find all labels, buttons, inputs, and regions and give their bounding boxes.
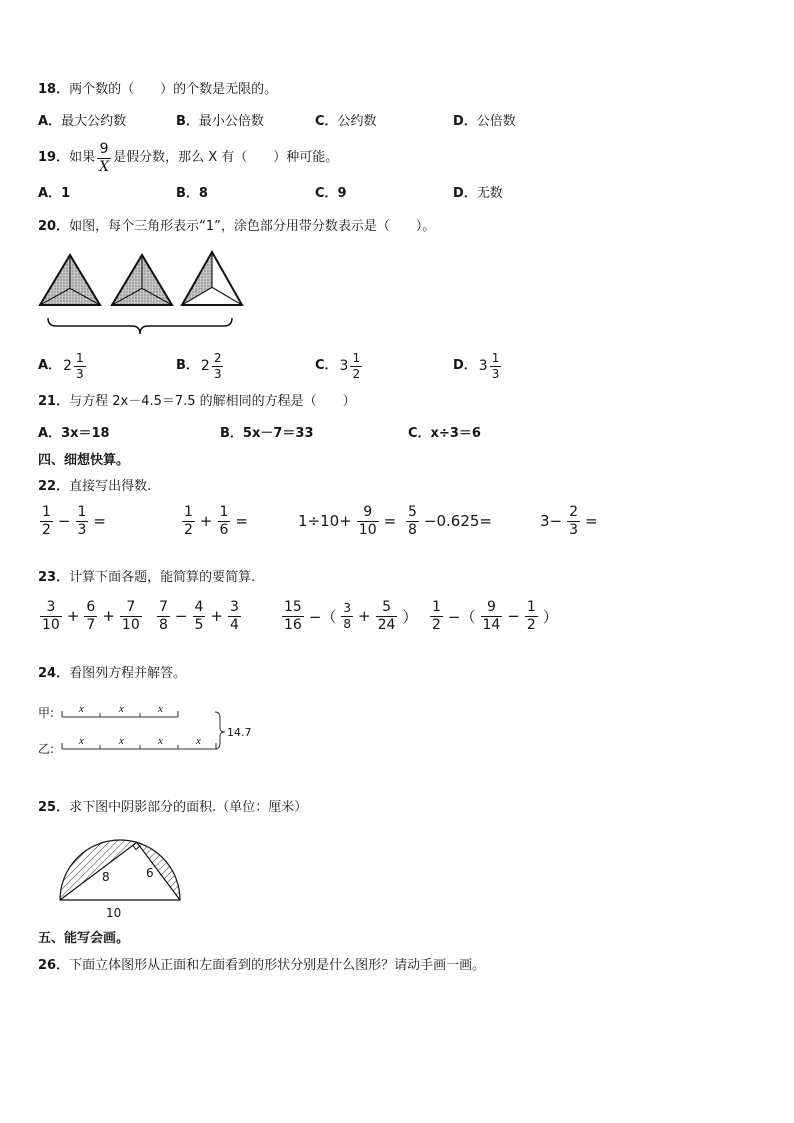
option-letter: B． [176, 114, 199, 129]
question-number: 26． [38, 958, 70, 973]
operator: + [358, 607, 371, 625]
fraction [193, 600, 206, 633]
operator: − [57, 512, 71, 530]
fraction [84, 600, 97, 633]
question-25 [38, 800, 307, 816]
unit-label: x [119, 735, 124, 747]
q23-expression-4 [428, 598, 561, 634]
denominator: 3 [77, 521, 87, 538]
operator: ） [402, 607, 418, 626]
numerator: 5 [408, 503, 417, 520]
denominator: 8 [343, 616, 352, 631]
q20-option-b [176, 349, 225, 383]
numerator: 1 [352, 350, 361, 365]
option-text: 最大公约数 [61, 114, 127, 129]
fraction [341, 602, 353, 631]
option-text: x÷3＝6 [430, 426, 481, 441]
triangle-2 [112, 255, 172, 305]
denominator: 4 [230, 616, 239, 633]
q19-option-d [453, 186, 503, 202]
denominator: 8 [408, 521, 417, 538]
whole-number: 2 [63, 358, 72, 374]
operator: −（ [447, 607, 476, 626]
numerator: 15 [284, 598, 302, 615]
denominator: 10 [42, 616, 60, 633]
operator: = [383, 512, 397, 530]
option-letter: D． [453, 358, 477, 373]
curly-brace [48, 318, 232, 334]
q18-option-b [176, 114, 264, 130]
option-letter: C． [315, 114, 338, 129]
option-letter: C． [315, 358, 338, 373]
operator: 3− [540, 512, 563, 530]
option-letter: C． [408, 426, 431, 441]
question-number: 25． [38, 800, 70, 815]
q20-option-c [315, 349, 364, 383]
q22-expression-3 [295, 503, 399, 539]
option-letter: D． [453, 186, 477, 201]
question-23 [38, 570, 255, 586]
denominator: 3 [491, 366, 500, 381]
numerator: 2 [569, 503, 579, 520]
unit-label: x [196, 735, 201, 747]
question-19 [38, 142, 338, 174]
option-letter: A． [38, 114, 62, 129]
numerator: 1 [526, 598, 536, 615]
total-label: 14.7 [227, 726, 252, 739]
numerator: 1 [75, 350, 84, 365]
diameter-label: 10 [106, 906, 122, 920]
numerator: 5 [382, 598, 391, 615]
q18-option-d [453, 114, 516, 130]
question-number: 22． [38, 479, 70, 494]
option-letter: A． [38, 426, 62, 441]
denominator: 2 [526, 616, 536, 633]
operator: = [235, 512, 248, 530]
unit-label: x [158, 703, 163, 715]
option-text: 1 [61, 186, 71, 201]
question-text: 求下图中阴影部分的面积.（单位：厘米） [69, 800, 308, 815]
q23-expression-3 [280, 598, 420, 634]
numerator: 3 [230, 598, 239, 615]
question-22 [38, 479, 151, 495]
denominator: 7 [86, 616, 96, 633]
q21-option-c [408, 426, 481, 442]
operator: + [102, 607, 115, 625]
question-number: 24． [38, 666, 70, 681]
question-number: 19． [38, 150, 70, 165]
whole-number: 3 [339, 358, 349, 374]
question-text-post: 是假分数，那么 X 有（ ）种可能。 [113, 150, 339, 165]
option-text: 无数 [476, 186, 503, 201]
option-text: 9 [337, 186, 347, 201]
numerator: 1 [491, 350, 500, 365]
q20-option-d [453, 349, 503, 383]
q19-option-a [38, 186, 70, 202]
fraction [282, 600, 304, 633]
section-heading-5: 五、能写会画。 [38, 931, 130, 946]
denominator: 2 [432, 616, 441, 633]
triangle-1 [40, 255, 100, 305]
label-yi: 乙: [38, 742, 55, 756]
option-text: 最小公倍数 [198, 114, 264, 129]
option-text: 5x－7＝33 [242, 426, 314, 441]
fraction [228, 600, 241, 633]
q22-expression-5 [537, 503, 601, 539]
fraction [40, 600, 62, 633]
operator: ） [542, 607, 558, 626]
fraction [567, 505, 580, 538]
whole-number: 3 [478, 358, 488, 374]
semicircle-figure [50, 830, 200, 922]
fraction [430, 600, 443, 633]
numerator: 7 [159, 598, 168, 615]
question-21 [38, 394, 356, 410]
question-number: 21． [38, 394, 70, 409]
fraction [525, 600, 538, 633]
question-number: 18． [38, 82, 70, 97]
denominator: 2 [352, 366, 361, 381]
question-number: 20． [38, 219, 70, 234]
operator: + [66, 607, 80, 625]
q21-option-a [38, 426, 110, 442]
side-label-6: 6 [146, 866, 154, 880]
fraction [74, 352, 86, 381]
unit-label: x [119, 703, 124, 715]
denominator: 8 [159, 616, 168, 633]
numerator: 9 [99, 140, 109, 157]
denominator: 14 [482, 616, 501, 633]
option-letter: B． [176, 358, 199, 373]
numerator: 1 [184, 503, 193, 520]
option-text: 公约数 [337, 114, 377, 129]
q21-option-b [220, 426, 314, 442]
fraction [40, 505, 53, 538]
side-label-8: 8 [102, 870, 110, 884]
q18-option-c [315, 114, 377, 130]
question-text: 直接写出得数. [69, 479, 152, 494]
question-text-pre: 如果 [69, 150, 96, 165]
operator: 1÷10+ [298, 512, 352, 530]
option-letter: B． [176, 186, 199, 201]
option-letter: A． [38, 186, 62, 201]
operator: + [199, 512, 213, 530]
option-letter: A． [38, 358, 62, 373]
question-text: 两个数的（ ）的个数是无限的。 [69, 82, 278, 97]
numerator: 9 [363, 503, 373, 520]
unit-label: x [79, 735, 84, 747]
denominator: 2 [184, 521, 193, 538]
section-heading-4: 四、细想快算。 [38, 453, 130, 468]
fraction [76, 505, 89, 538]
fraction [481, 600, 503, 633]
denominator: 3 [569, 521, 579, 538]
whole-number: 2 [200, 358, 210, 374]
q22-expression-2 [180, 503, 251, 539]
numerator: 1 [432, 598, 441, 615]
operator: + [210, 607, 223, 625]
fraction [490, 352, 502, 381]
fraction [350, 352, 362, 381]
option-text: 3x＝18 [61, 426, 110, 441]
denominator: 16 [284, 616, 302, 633]
denominator: X [99, 158, 110, 175]
option-letter: B． [220, 426, 243, 441]
option-text: 8 [198, 186, 208, 201]
numerator: 1 [77, 503, 87, 520]
fraction [182, 505, 195, 538]
numerator: 6 [86, 598, 96, 615]
fraction [406, 505, 419, 538]
numerator: 1 [219, 503, 229, 520]
denominator: 5 [194, 616, 204, 633]
unit-label: x [158, 735, 163, 747]
numerator: 7 [126, 598, 136, 615]
segment-diagram [30, 700, 270, 762]
triangles-figure [0, 240, 260, 340]
question-text: 下面立体图形从正面和左面看到的形状分别是什么图形？请动手画一画。 [69, 958, 486, 973]
q20-option-a [38, 349, 88, 383]
option-letter: D． [453, 114, 477, 129]
fraction [357, 505, 379, 538]
option-letter: C． [315, 186, 338, 201]
operator: −0.625= [423, 512, 493, 530]
label-jia: 甲: [38, 706, 55, 720]
fraction [120, 600, 142, 633]
question-20 [38, 219, 435, 235]
question-18 [38, 82, 277, 98]
operator: −（ [308, 607, 337, 626]
question-text: 与方程 2x－4.5＝7.5 的解相同的方程是（ ） [69, 394, 356, 409]
numerator: 3 [46, 598, 56, 615]
question-text: 计算下面各题，能简算的要简算. [69, 570, 256, 585]
denominator: 24 [377, 616, 396, 633]
question-24 [38, 666, 186, 682]
operator: − [507, 607, 520, 625]
denominator: 10 [121, 616, 140, 633]
q19-option-b [176, 186, 208, 202]
q23-expression-2 [155, 598, 243, 634]
q19-option-c [315, 186, 347, 202]
question-26 [38, 958, 485, 974]
denominator: 3 [75, 366, 84, 381]
q22-expression-4 [404, 503, 495, 539]
fraction [97, 142, 111, 175]
fraction [218, 505, 231, 538]
operator: = [93, 512, 106, 530]
fraction [376, 600, 398, 633]
denominator: 3 [213, 366, 222, 381]
option-text: 公倍数 [476, 114, 516, 129]
question-text: 看图列方程并解答。 [69, 666, 187, 681]
denominator: 2 [42, 521, 51, 538]
q18-option-a [38, 114, 126, 130]
operator: = [585, 512, 598, 530]
q22-expression-1 [38, 503, 109, 539]
triangle-3 [182, 252, 242, 305]
question-number: 23． [38, 570, 70, 585]
numerator: 1 [42, 503, 51, 520]
q23-expression-1 [38, 598, 144, 634]
fraction [212, 352, 224, 381]
question-text: 如图，每个三角形表示“1”，涂色部分用带分数表示是（ ）。 [69, 219, 436, 234]
numerator: 9 [486, 598, 496, 615]
numerator: 3 [343, 600, 352, 615]
numerator: 2 [213, 350, 222, 365]
segment-yi [62, 743, 216, 749]
operator: − [174, 607, 188, 625]
fraction [157, 600, 170, 633]
denominator: 10 [358, 521, 377, 538]
denominator: 6 [219, 521, 229, 538]
numerator: 4 [194, 598, 204, 615]
unit-label: x [79, 703, 84, 715]
